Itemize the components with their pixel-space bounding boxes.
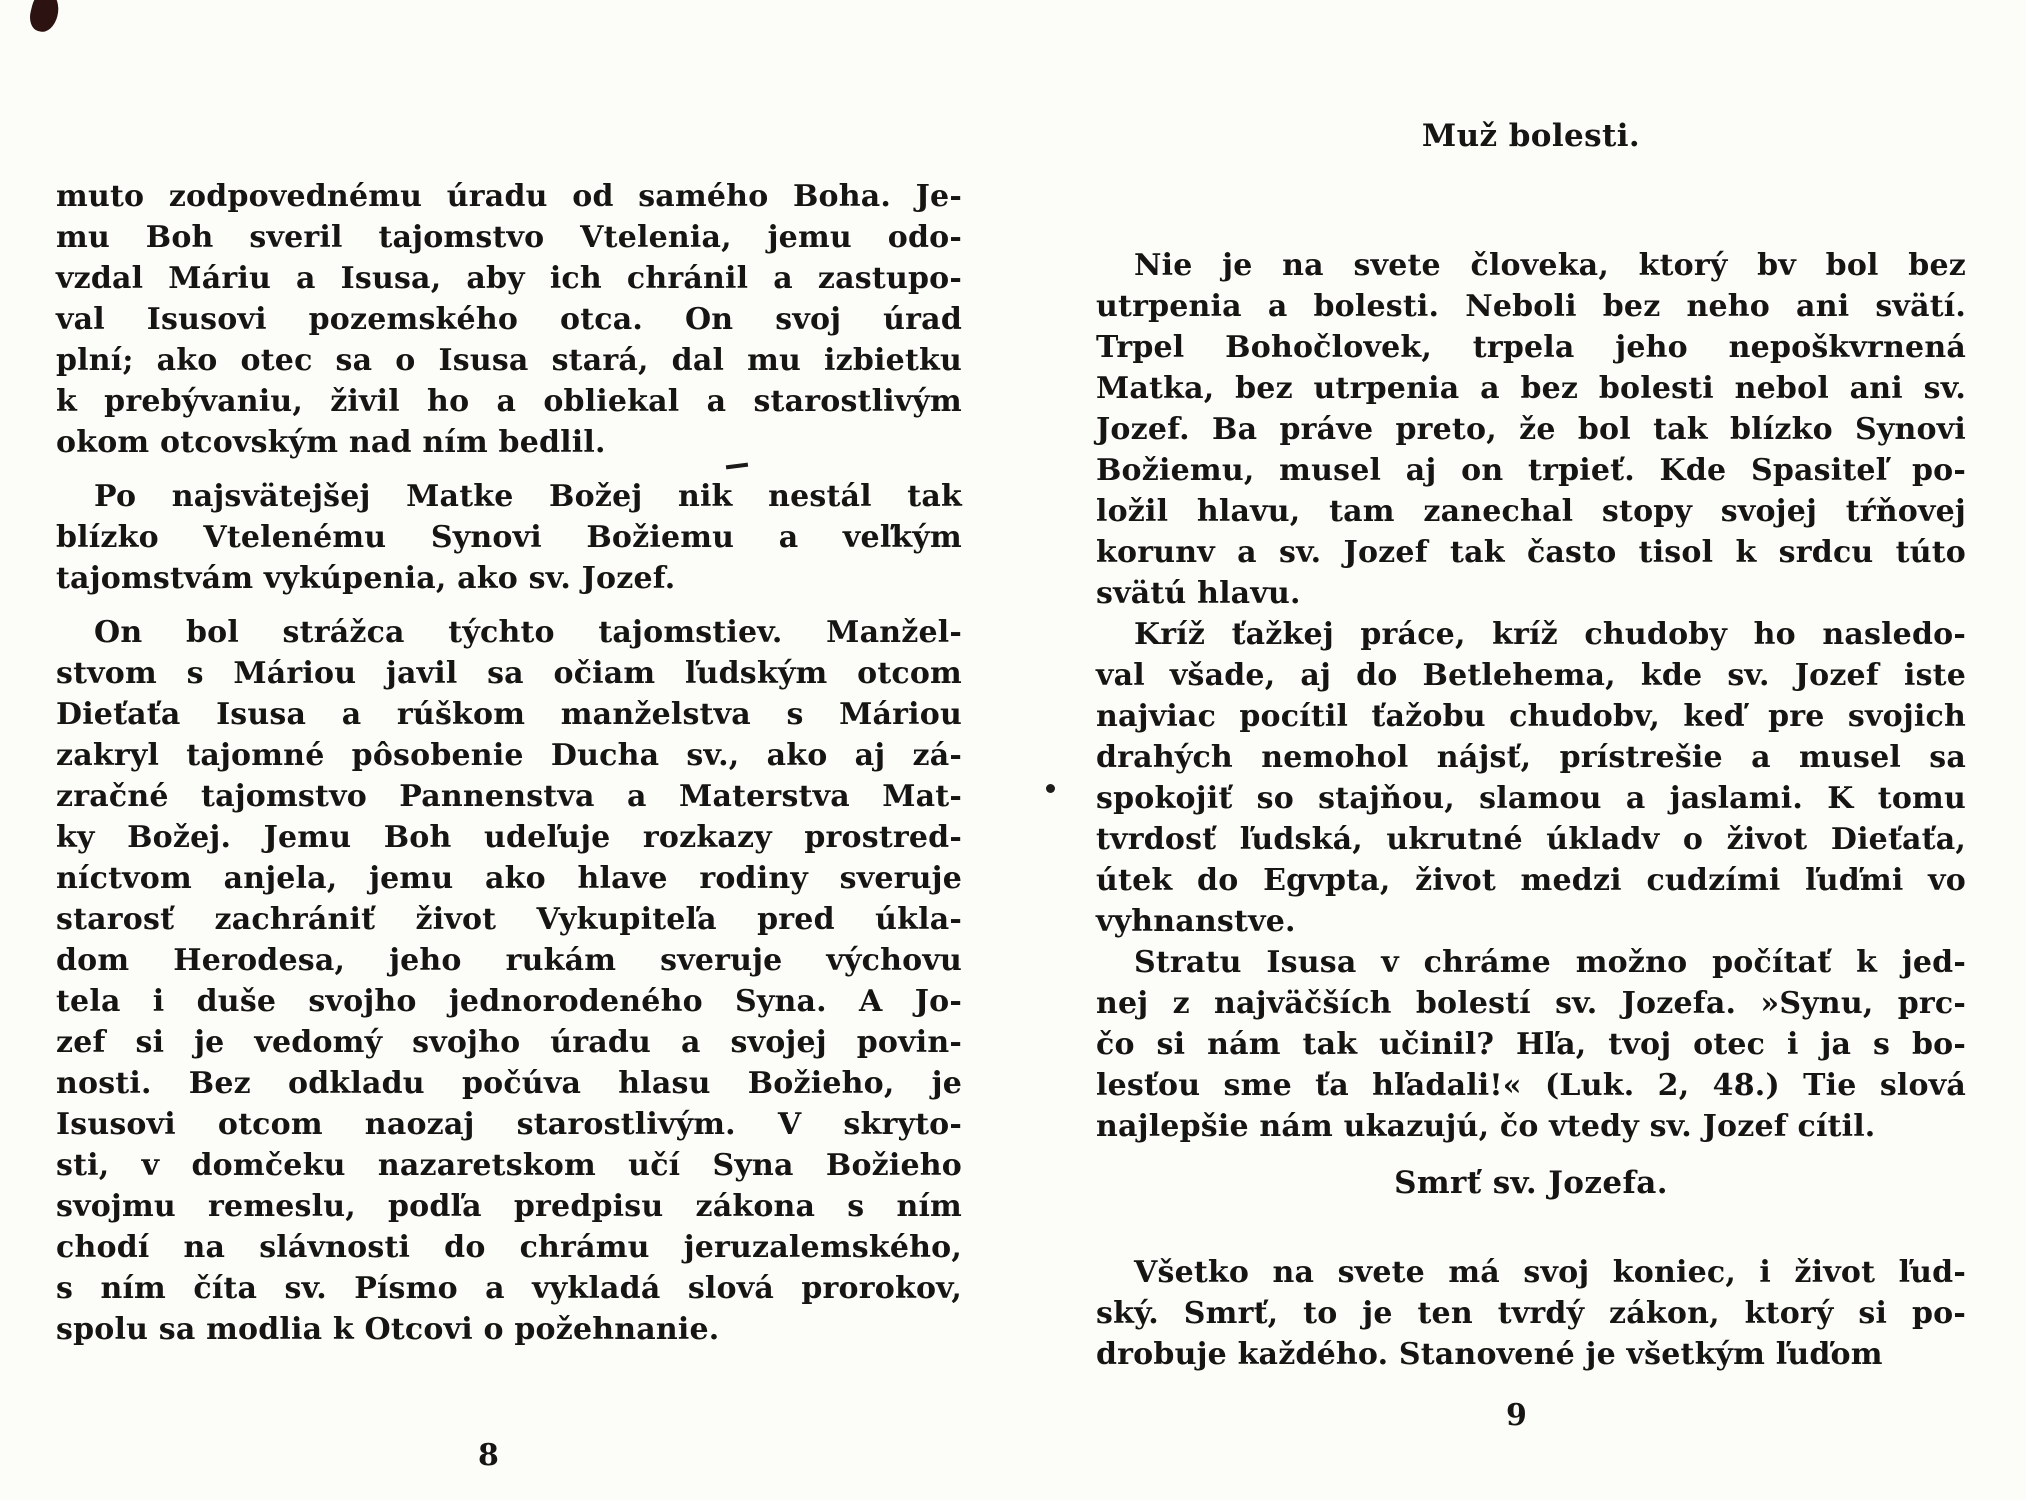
text-line: čo si nám tak učinil? Hľa, tvoj otec i ja s bo- (1096, 1027, 1966, 1062)
text-line: Jozef. Ba práve preto, že bol tak blízko Synovi (1096, 412, 1966, 447)
text-line: zračné tajomstvo Pannenstva a Materstva Mat- (56, 779, 962, 814)
text-line: Dieťaťa Isusa a rúškom manželstva s Máriou (56, 697, 962, 732)
text-line: s ním číta sv. Písmo a vykladá slová prorokov, (56, 1271, 962, 1306)
text-line: Stratu Isusa v chráme možno počítať k jed- (1134, 945, 1966, 980)
text-line: utrpenia a bolesti. Neboli bez neho ani svätí. (1096, 289, 1966, 324)
text-line: Božiemu, musel aj on trpieť. Kde Spasiteľ po- (1096, 453, 1966, 488)
text-line: On bol strážca týchto tajomstiev. Manžel- (94, 615, 962, 650)
paragraph (1096, 1252, 1966, 1375)
text-line: lesťou sme ťa hľadali!« (Luk. 2, 48.) Tie slová (1096, 1068, 1966, 1103)
scan-artifact-corner-blob (27, 0, 63, 35)
text-line: Kríž ťažkej práce, kríž chudoby ho nasledo- (1134, 617, 1966, 652)
text-line: nosti. Bez odkladu počúva hlasu Božieho, je (56, 1066, 962, 1101)
text-line: Trpel Bohočlovek, trpela jeho nepoškvrnená (1096, 330, 1966, 365)
text-line: vzdal Máriu a Isusa, aby ich chránil a zastupo- (56, 261, 962, 296)
right-page-section-2 (1096, 1252, 1966, 1375)
text-line: nej z najväčších bolestí sv. Jozefa. »Synu, prc- (1096, 986, 1966, 1021)
scan-artifact-margin-dot (1046, 784, 1055, 793)
text-line: tela i duše svojho jednorodeného Syna. A Jo- (56, 984, 962, 1019)
paragraph (1096, 245, 1966, 614)
text-line: muto zodpovednému úradu od samého Boha. Je- (56, 179, 962, 214)
text-line: k prebývaniu, živil ho a obliekal a starostlivým (56, 384, 962, 419)
text-line: Nie je na svete človeka, ktorý bv bol bez (1134, 248, 1966, 283)
text-line: útek do Egvpta, život medzi cudzími ľuďmi vo (1096, 863, 1966, 898)
text-line: val Isusovi pozemského otca. On svoj úrad (56, 302, 962, 337)
text-line: val všade, aj do Betlehema, kde sv. Jozef iste (1096, 658, 1966, 693)
text-line: ský. Smrť, to je ten tvrdý zákon, ktorý si po- (1096, 1296, 1966, 1331)
paragraph (1096, 942, 1966, 1147)
text-line: najviac pocítil ťažobu chudobv, keď pre svojich (1096, 699, 1966, 734)
text-line: svätú hlavu. (1096, 576, 1301, 611)
text-line: drahých nemohol nájsť, prístrešie a musel sa (1096, 740, 1966, 775)
text-line: starosť zachrániť život Vykupiteľa pred úkla- (56, 902, 962, 937)
text-line: korunv a sv. Jozef tak často tisol k srdcu túto (1096, 535, 1966, 570)
text-line: mu Boh sveril tajomstvo Vtelenia, jemu odo- (56, 220, 962, 255)
text-line: ložil hlavu, tam zanechal stopy svojej tŕňovej (1096, 494, 1966, 529)
text-line: zakryl tajomné pôsobenie Ducha sv., ako aj zá- (56, 738, 962, 773)
text-line: tvrdosť ľudská, ukrutné úkladv o život Dieťaťa, (1096, 822, 1966, 857)
text-line: ky Božej. Jemu Boh udeľuje rozkazy prostred- (56, 820, 962, 855)
text-line: tajomstvám vykúpenia, ako sv. Jozef. (56, 561, 676, 596)
section-heading-muz-bolesti: Muž bolesti. (1421, 118, 1641, 154)
text-line: spolu sa modlia k Otcovi o požehnanie. (56, 1312, 720, 1347)
text-line: plní; ako otec sa o Isusa stará, dal mu izbietku (56, 343, 962, 378)
right-page-text-column (1096, 116, 1966, 1375)
text-line: zef si je vedomý svojho úradu a svojej povin- (56, 1025, 962, 1060)
left-page-text-column (56, 176, 962, 1363)
text-line: okom otcovským nad ním bedlil. (56, 425, 606, 460)
paragraph (1096, 614, 1966, 942)
text-line: drobuje každého. Stanovené je všetkým ľuďom (1096, 1337, 1883, 1372)
section-heading-smrt-sv-jozefa: Smrť sv. Jozefa. (1394, 1165, 1668, 1201)
paragraph (56, 476, 962, 599)
text-line: Všetko na svete má svoj koniec, i život ľud- (1134, 1255, 1966, 1290)
text-line: svojmu remeslu, podľa predpisu zákona s ním (56, 1189, 962, 1224)
page-number-right: 9 (1506, 1398, 1527, 1433)
text-line: najlepšie nám ukazujú, čo vtedy sv. Jozef cítil. (1096, 1109, 1876, 1144)
text-line: níctvom anjela, jemu ako hlave rodiny sveruje (56, 861, 962, 896)
text-line: Isusovi otcom naozaj starostlivým. V skryto- (56, 1107, 962, 1142)
page-number-left: 8 (478, 1438, 499, 1473)
text-line: spokojiť so stajňou, slamou a jaslami. K tomu (1096, 781, 1966, 816)
text-line: chodí na slávnosti do chrámu jeruzalemského, (56, 1230, 962, 1265)
right-page-section-1 (1096, 245, 1966, 1147)
paragraph (56, 612, 962, 1350)
text-line: stvom s Máriou javil sa očiam ľudským otcom (56, 656, 962, 691)
text-line: blízko Vtelenému Synovi Božiemu a veľkým (56, 520, 962, 555)
text-line: sti, v domčeku nazaretskom učí Syna Božieho (56, 1148, 962, 1183)
text-line: dom Herodesa, jeho rukám sveruje výchovu (56, 943, 962, 978)
paragraph (56, 176, 962, 463)
text-line: Po najsvätejšej Matke Božej nik nestál tak (94, 479, 962, 514)
text-line: vyhnanstve. (1096, 904, 1296, 939)
text-line: Matka, bez utrpenia a bez bolesti nebol ani sv. (1096, 371, 1966, 406)
